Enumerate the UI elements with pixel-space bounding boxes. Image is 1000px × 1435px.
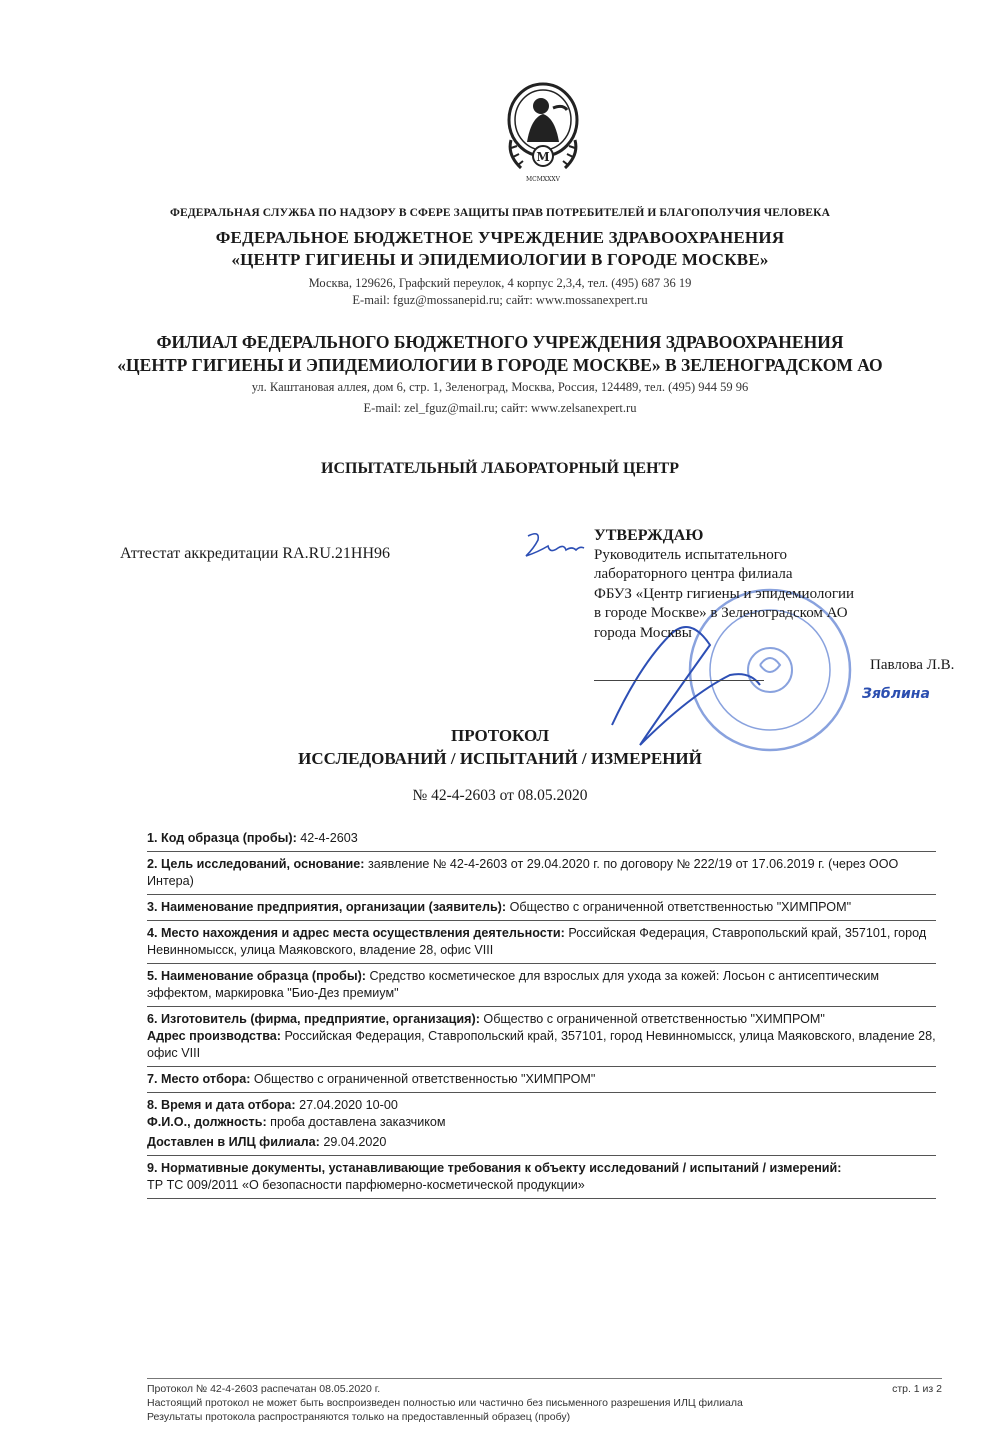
field-8 [147,1093,936,1156]
field-value: проба доставлена заказчиком [266,1115,446,1129]
field-value: Средство косметическое для взрослых для ухода за кожей: Лосьон с антисептическим эффектом, маркировка "Био-Дез премиум" [147,969,880,1000]
signature-mark [520,526,590,566]
org-address: Москва, 129626, Графский переулок, 4 корпус 2,3,4, тел. (495) 687 36 19 [308,276,692,290]
field-label: 7. Место отбора: [147,1072,251,1086]
page-number: стр. 1 из 2 [892,1383,942,1395]
protocol-title: ПРОТОКОЛ [450,726,549,745]
protocol-fields [147,826,936,1199]
field-label: Доставлен в ИЛЦ филиала: [147,1135,320,1149]
field-value: 27.04.2020 10-00 [295,1098,398,1112]
field-9 [147,1156,936,1199]
field-label: 1. Код образца (пробы): [147,831,297,845]
protocol-subtitle: ИССЛЕДОВАНИЙ / ИСПЫТАНИЙ / ИЗМЕРЕНИЙ [298,749,702,768]
field-label: 4. Место нахождения и адрес места осуществления деятельности: [147,926,565,940]
page-footer [147,1378,942,1424]
field-2 [147,852,936,895]
field-value: Российская Федерация, Ставропольский край, 357101, город Невинномысск, улица Маяковского, владение 28, офис VIII [147,1029,936,1060]
branch-address: ул. Каштановая аллея, дом 6, стр. 1, Зеленоград, Москва, Россия, 124489, тел. (495) 944 59 96 [251,380,749,394]
field-label: 2. Цель исследований, основание: [147,857,365,871]
protocol-title-block [0,724,1000,770]
field-3 [147,895,936,921]
approval-line: Руководитель испытательного [594,546,788,563]
lab-center-title: ИСПЫТАТЕЛЬНЫЙ ЛАБОРАТОРНЫЙ ЦЕНТР [321,460,679,477]
signer-name: Павлова Л.В. [870,657,955,673]
protocol-number: № 42-4-2603 от 08.05.2020 [412,787,588,804]
signature-line [594,680,764,681]
footer-print-line: Протокол № 42-4-2603 распечатан 08.05.2020 г. [147,1383,381,1395]
svg-text:M: M [536,150,550,164]
approval-line: в городе Москве» в Зеленоградском АО [594,605,848,621]
footer-scope-line: Результаты протокола распространяются только на предоставленный образец (пробу) [147,1411,571,1423]
agency-title: ФЕДЕРАЛЬНАЯ СЛУЖБА ПО НАДЗОРУ В СФЕРЕ ЗАЩИТЫ ПРАВ ПОТРЕБИТЕЛЕЙ И БЛАГОПОЛУЧИЯ ЧЕЛОВЕКА [170,207,830,219]
institution-emblem-logo [497,80,589,185]
org-title-line2: «ЦЕНТР ГИГИЕНЫ И ЭПИДЕМИОЛОГИИ В ГОРОДЕ МОСКВЕ» [231,250,769,269]
field-label: 8. Время и дата отбора: [147,1098,296,1112]
approval-line: лабораторного центра филиала [594,566,793,582]
field-1 [147,826,936,852]
field-value: Российская Федерация, Ставропольский край, 357101, город Невинномысск, улица Маяковского, владение 28, офис VIII [147,926,927,957]
field-value: 29.04.2020 [319,1135,387,1149]
field-5 [147,964,936,1007]
approval-line: города Москвы [594,624,692,641]
field-4 [147,921,936,964]
field-value: заявление № 42-4-2603 от 29.04.2020 г. по договору № 222/19 от 17.06.2019 г. (через ООО Интера) [147,857,899,888]
field-label: 3. Наименование предприятия, организации (заявитель): [147,900,507,914]
field-label: 6. Изготовитель (фирма, предприятие, организация): [147,1012,480,1026]
branch-title-line2: «ЦЕНТР ГИГИЕНЫ И ЭПИДЕМИОЛОГИИ В ГОРОДЕ МОСКВЕ» В ЗЕЛЕНОГРАДСКОМ АО [117,355,883,375]
field-value: 42-4-2603 [296,831,358,845]
branch-contacts: E-mail: zel_fguz@mail.ru; сайт: www.zelsanexpert.ru [363,401,637,415]
branch-title-line1: ФИЛИАЛ ФЕДЕРАЛЬНОГО БЮДЖЕТНОГО УЧРЕЖДЕНИЯ ЗДРАВООХРАНЕНИЯ [156,332,844,352]
field-6 [147,1007,936,1067]
field-7 [147,1067,936,1093]
approval-title: УТВЕРЖДАЮ [594,527,704,544]
footer-copyright-line: Настоящий протокол не может быть воспроизведен полностью или частично без письменного разрешения ИЛЦ филиала [147,1397,743,1409]
field-label: 5. Наименование образца (пробы): [147,969,366,983]
svg-text:MCMXXXV: MCMXXXV [525,176,561,183]
field-value: ТР ТС 009/2011 «О безопасности парфюмерно-косметической продукции» [147,1178,585,1192]
approval-line: ФБУЗ «Центр гигиены и эпидемиологии [594,585,855,602]
field-label: Адрес производства: [147,1029,281,1043]
approval-block [594,526,914,643]
org-title-line1: ФЕДЕРАЛЬНОЕ БЮДЖЕТНОЕ УЧРЕЖДЕНИЕ ЗДРАВООХРАНЕНИЯ [215,228,785,247]
field-label: 9. Нормативные документы, устанавливающие требования к объекту исследований / испытаний / измерений: [147,1161,842,1175]
field-value: Общество с ограниченной ответственностью "ХИМПРОМ" [250,1072,596,1086]
org-contacts: E-mail: fguz@mossanepid.ru; сайт: www.mossanexpert.ru [352,293,648,307]
stamp-name: Зяблина [862,686,930,702]
field-value: Общество с ограниченной ответственностью "ХИМПРОМ" [479,1012,825,1026]
field-label: Ф.И.О., должность: [147,1115,267,1129]
field-value: Общество с ограниченной ответственностью "ХИМПРОМ" [506,900,852,914]
accreditation-number: Аттестат аккредитации RA.RU.21НН96 [120,545,390,562]
